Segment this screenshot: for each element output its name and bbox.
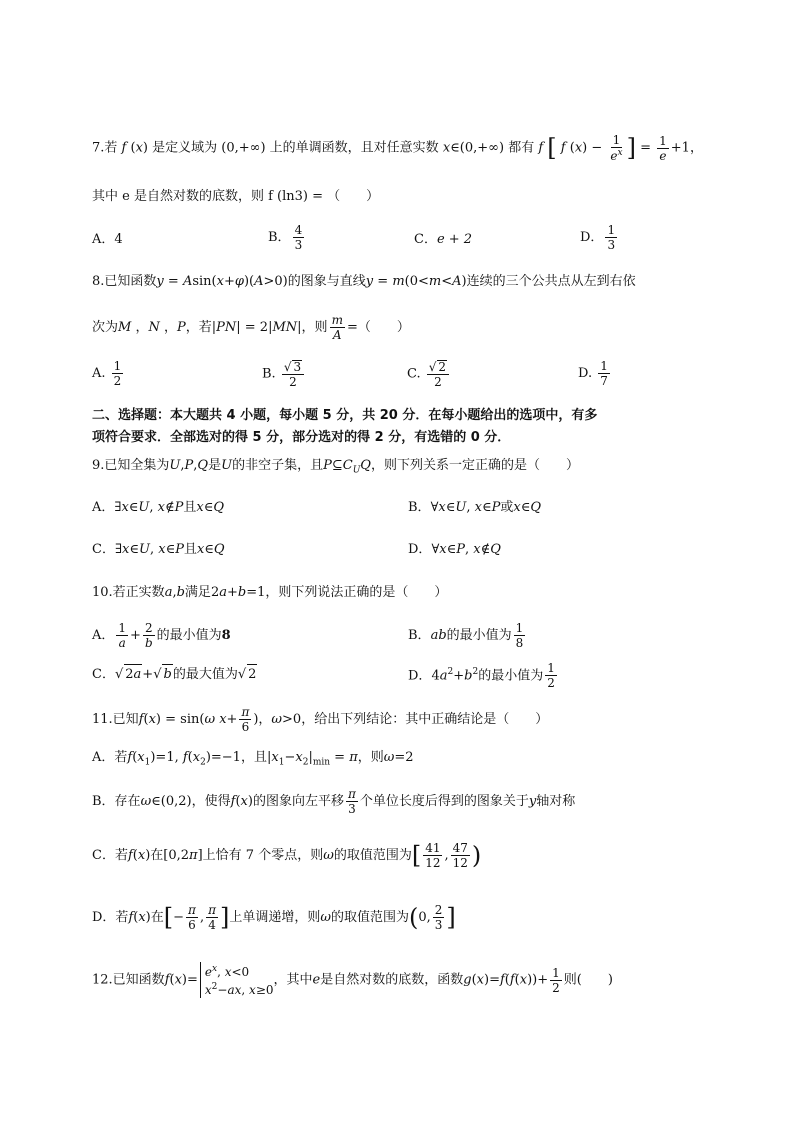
- q7-line2: 其中 e 是自然对数的底数，则 f (ln3) = （ ）: [92, 189, 380, 204]
- section2-line1: 二、选择题：本大题共 4 小题，每小题 5 分，共 20 分．在每小题给出的选项中，有多: [92, 408, 598, 423]
- q8-line2: 次为M ，N ，P，若|PN| = 2|MN|，则 $\frac{m}{A}$ =（ ）: [92, 313, 410, 342]
- q8-option-b: B. $\frac{√ 3}{2}$: [262, 360, 306, 388]
- q7-option-d: D． $\frac{1}{3}$: [580, 223, 616, 252]
- q8-option-a: A. $\frac{1}{2}$: [92, 359, 122, 388]
- q11-option-b: B．存在ω∈(0,2)，使得f(x)的图象向左平移 $\frac{\pi}{3}$ 个单位长度后得到的图象关于y轴对称: [92, 787, 576, 816]
- q11-stem: 11.已知f(x) = sin(ω x+ $\frac{\pi}{6}$ )，ω>0，给出下列结论：其中正确结论是（ ）: [92, 705, 549, 734]
- q10-option-d: D．$4a^2+b^2$的最小值为 $\frac{1}{2}$: [408, 661, 555, 691]
- q7-line1: 7.若 f (x) 是定义域为 (0,+∞) 上的单调函数，且对任意实数 x∈(0,+∞) 都有 f [ f (x) − $\frac{1}{e^x}$ ] = $\frac{1}{e}$ +1，: [92, 133, 703, 163]
- q9-option-d: D．∀x∈P, x∉Q: [408, 542, 501, 557]
- section2-line2: 项符合要求．全部选对的得 5 分，部分选对的得 2 分，有选错的 0 分．: [92, 430, 511, 445]
- q8-option-d: D. $\frac{1}{7}$: [578, 359, 608, 388]
- q8-line1: 8.已知函数y = Asin(x+φ)(A>0)的图象与直线y = m(0<m<A)连续的三个公共点从左到右依: [92, 274, 636, 289]
- q7-option-a: A．4: [92, 232, 123, 247]
- q9-option-b: B．∀x∈U, x∈P或x∈Q: [408, 500, 541, 515]
- q10-option-c: C．√ 2a+√ b的最大值为√ 2: [92, 664, 257, 685]
- q7-option-c: C．e + 2: [414, 232, 473, 247]
- q10-stem: 10.若正实数a,b满足2a+b=1，则下列说法正确的是（ ）: [92, 585, 448, 600]
- q7-option-b: B． $\frac{4}{3}$: [268, 223, 303, 252]
- q12-stem: 12.已知函数f(x)= $e^x$, x<0 $x^2-ax$, x≥0 ，其中e是自然对数的底数，函数g(x)=f(f(x))+ $\frac{1}{2}$ 则( ): [92, 964, 613, 997]
- q8-option-c: C. $\frac{√ 2}{2}$: [407, 360, 451, 388]
- q10-option-b: B．ab的最小值为 $\frac{1}{8}$: [408, 621, 524, 650]
- q11-option-d: D．若f(x)在[− $\frac{\pi}{6}$ , $\frac{\pi}{4}$ ]上单调递增，则ω的取值范围为(0, $\frac{2}{3}$ ]: [92, 903, 456, 932]
- q11-option-a: A．若$f(x_1)=1$, $f(x_2)=-1$，且$|x_1-x_2|_{min} = \pi$，则ω=2: [92, 750, 414, 768]
- q11-option-c: C．若f(x)在[0,2π]上恰有 7 个零点，则ω的取值范围为[ $\frac{41}{12}$ , $\frac{47}{12}$ ): [92, 841, 482, 870]
- q9-stem: 9.已知全集为U,P,Q是U的非空子集，且$P⊆C_UQ$，则下列关系一定正确的是（ ）: [92, 458, 579, 476]
- q9-option-a: A．∃x∈U, x∉P且x∈Q: [92, 500, 225, 515]
- q9-option-c: C．∃x∈U, x∈P且x∈Q: [92, 542, 225, 557]
- q10-option-a: A． $\frac{1}{a}$ + $\frac{2}{b}$ 的最小值为8: [92, 621, 231, 650]
